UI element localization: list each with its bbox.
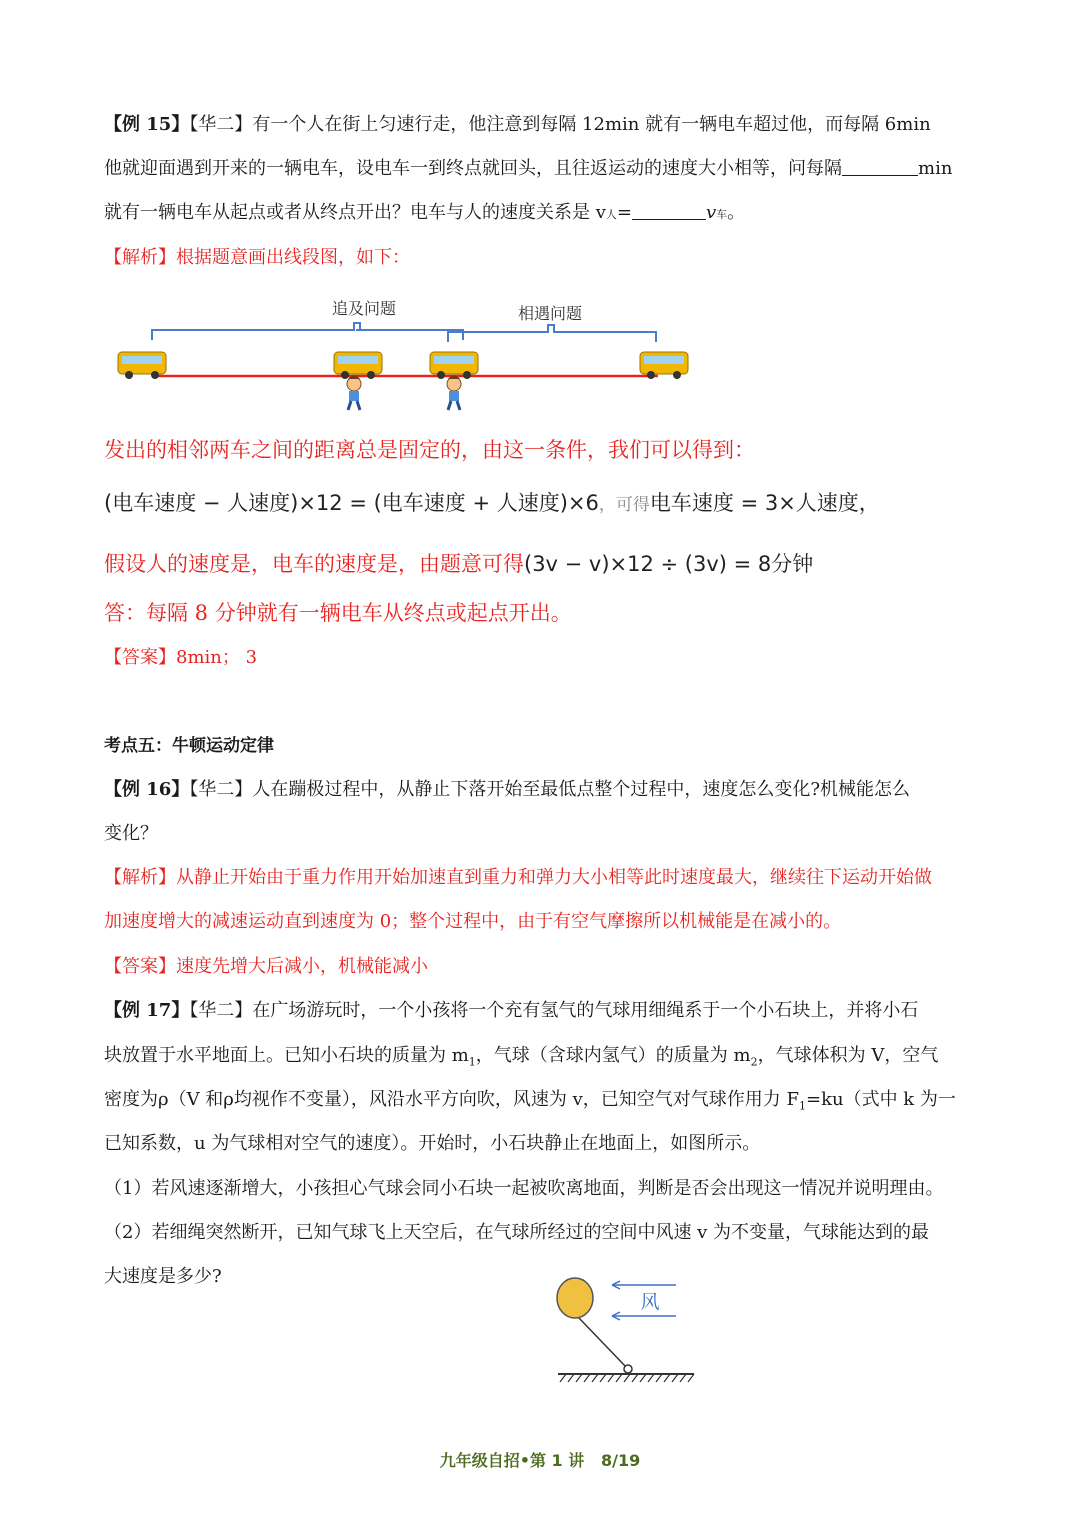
equals: =: [616, 202, 632, 223]
sub-1: 1: [468, 1055, 476, 1069]
balloon-figure: [550, 1272, 700, 1390]
formula-2: (3v − v)×12 ÷ (3v) = 8分钟: [524, 552, 814, 576]
sub-ren: 人: [605, 208, 617, 221]
ex16-tag: 【例 16】: [104, 779, 190, 800]
period: 。: [727, 202, 746, 223]
ex15-text2: 他就迎面遇到开来的一辆电车，设电车一到终点就回头，且往返运动的速度大小相等，问每隔: [104, 158, 842, 179]
page-number: 8/19: [600, 1451, 641, 1470]
answer-text: 8min； 3: [176, 647, 258, 668]
formula-1: [104, 487, 880, 517]
bus-icon: [118, 352, 166, 379]
ex17-q2a: （2）若细绳突然断开，已知气球飞上天空后，在气球所经过的空间中风速 v 为不变量，气球能达到的最: [104, 1222, 930, 1243]
ex16-analysis2: 加速度增大的减速运动直到速度为 0；整个过程中，由于有空气摩擦所以机械能是在减小的。: [104, 911, 842, 932]
ex15-answer-text: 答：每隔 8 分钟就有一辆电车从终点或起点开出。: [104, 601, 572, 625]
person-icon: [447, 376, 461, 411]
page-footer: [0, 1448, 1080, 1471]
ex15-answer: [104, 636, 984, 680]
wind-label: 风: [640, 1291, 660, 1313]
answer-text: 速度先增大后减小，机械能减小: [176, 956, 428, 977]
ex17-line2: [104, 1034, 984, 1085]
formula-1-right: 电车速度 = 3×人速度，: [649, 491, 880, 515]
ex15-text1: 有一个人在街上匀速行走，他注意到每隔 12min 就有一辆电车超过他，而每隔 6min: [252, 114, 931, 135]
ground-hatch: [560, 1374, 694, 1382]
brace-meet: [448, 325, 656, 342]
analysis-tag: 【解析】: [104, 247, 176, 268]
balloon-icon: [557, 1278, 593, 1318]
ex16-text1: 人在蹦极过程中，从静止下落开始至最低点整个过程中，速度怎么变化?机械能怎么: [252, 779, 910, 800]
ex17-source: 【华二】: [189, 1000, 253, 1021]
analysis-text: 从静止开始由于重力作用开始加速直到重力和弹力大小相等此时速度最大，继续往下运动开始做: [176, 867, 932, 888]
section-title: 考点五：牛顿运动定律: [104, 736, 274, 756]
ex17-q1: （1）若风速逐渐增大，小孩担心气球会同小石块一起被吹离地面，判断是否会出现这一情况并说明理由。: [104, 1178, 944, 1199]
ex15-unit: min: [918, 158, 953, 179]
ex15-line2: [104, 147, 984, 191]
answer-tag: 【答案】: [104, 956, 176, 977]
v-che: v: [705, 202, 717, 223]
ex17-line3: [104, 1078, 984, 1129]
ex17-text2b: ，气球（含球内氢气）的质量为 m: [475, 1045, 751, 1066]
ex15-analysis: [104, 236, 984, 280]
ex15-tag: 【例 15】: [104, 114, 190, 135]
formula-2-line: [104, 548, 813, 578]
sub-che: 车: [716, 208, 728, 221]
blank-ratio: [632, 201, 706, 220]
ex15-red-text1: 发出的相邻两车之间的距离总是固定的，由这一条件，我们可以得到：: [104, 438, 755, 462]
ex16-answer: [104, 945, 984, 989]
ex16-source: 【华二】: [189, 779, 253, 800]
ex16-line2: 变化？: [104, 823, 158, 844]
analysis-tag: 【解析】: [104, 867, 176, 888]
ex17-q2b: 大速度是多少?: [104, 1266, 222, 1287]
ex15-text3: 就有一辆电车从起点或者从终点开出？电车与人的速度关系是 v: [104, 202, 606, 223]
ex16-analysis1: [104, 856, 984, 900]
label-meet: 相遇问题: [517, 304, 583, 323]
ex15-red-text2: 假设人的速度是，电车的速度是，由题意可得: [104, 552, 524, 576]
bus-diagram: [108, 290, 708, 420]
person-icon: [347, 376, 361, 411]
ex15-line1: [104, 103, 984, 147]
ex17-tag: 【例 17】: [104, 1000, 190, 1021]
blank-interval: [842, 157, 918, 176]
stone-icon: [624, 1365, 632, 1373]
formula-1-left: (电车速度 − 人速度)×12 = (电车速度 + 人速度)×6: [104, 491, 599, 515]
ex17-text1: 在广场游玩时，一个小孩将一个充有氢气的气球用细绳系于一个小石块上，并将小石: [252, 1000, 919, 1021]
ex15-source: 【华二】: [189, 114, 253, 135]
sub-2: 2: [750, 1055, 758, 1069]
ex16-line1: [104, 768, 984, 812]
ex17-line1: [104, 989, 984, 1033]
analysis-text: 根据题意画出线段图，如下：: [176, 247, 410, 268]
ex17-text3b: =ku（式中 k 为一: [805, 1089, 956, 1110]
sub-f1: 1: [798, 1099, 806, 1113]
brace-chase: [152, 323, 463, 340]
formula-1-mid: ，可得: [598, 495, 650, 515]
answer-tag: 【答案】: [104, 647, 176, 668]
ex17-text2c: ，气球体积为 V，空气: [757, 1045, 939, 1066]
footer-text: 九年级自招•第 1 讲: [439, 1451, 585, 1470]
bus-icon: [640, 352, 688, 379]
ex17-text2a: 块放置于水平地面上。已知小石块的质量为 m: [104, 1045, 469, 1066]
string-line: [579, 1318, 627, 1368]
ex15-line3: [104, 191, 984, 237]
label-chase: 追及问题: [331, 299, 397, 318]
ex17-text3a: 密度为ρ（V 和ρ均视作不变量），风沿水平方向吹，风速为 v，已知空气对气球作用力 F: [104, 1089, 799, 1110]
ex17-line4: 已知系数，u 为气球相对空气的速度）。开始时，小石块静止在地面上，如图所示。: [104, 1133, 761, 1154]
